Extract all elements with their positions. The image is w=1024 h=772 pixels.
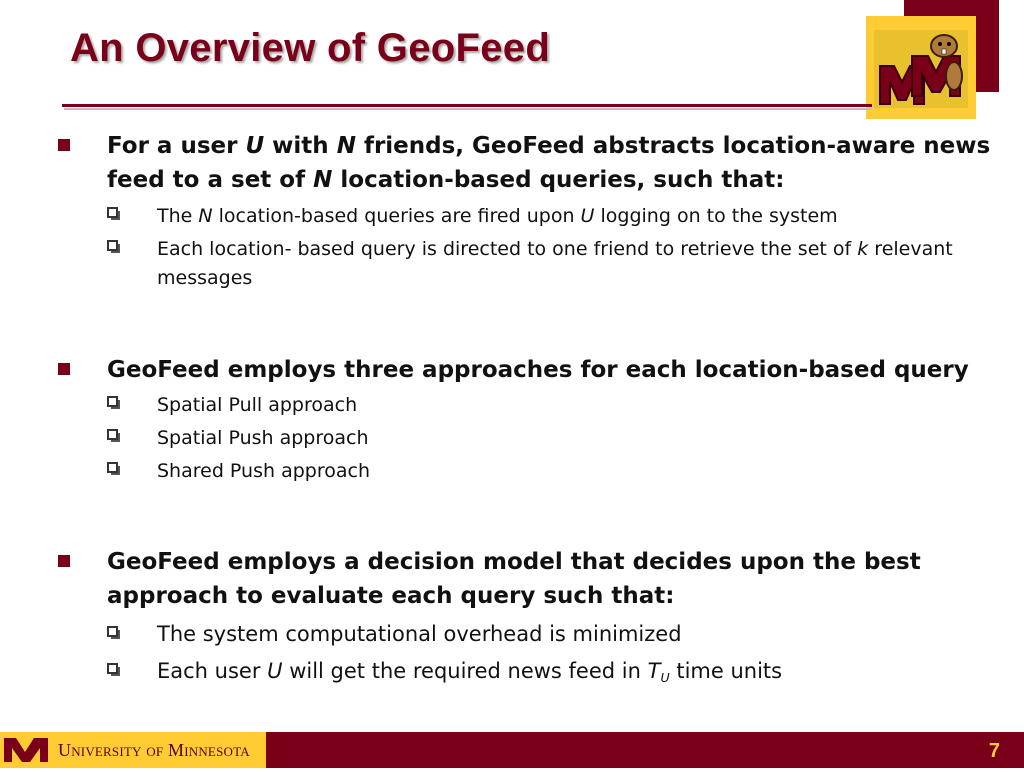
- sub-bullet-2-3-text: Shared Push approach: [157, 460, 370, 482]
- bullet-3: [58, 545, 998, 613]
- gopher-logo: [866, 16, 976, 119]
- sub-bullet-3-2-text: Each user U will get the required news feed in $T_U$ time units: [157, 659, 783, 685]
- sub-bullet-2-1-text: Spatial Pull approach: [157, 394, 358, 416]
- sub-bullet-3-1-text: The system computational overhead is minimized: [157, 622, 682, 646]
- square-bullet-icon: [58, 139, 70, 151]
- sub-bullet-2-2: [107, 424, 997, 453]
- checkbox-bullet-icon: [107, 429, 118, 440]
- sub-bullet-1-2: [107, 235, 997, 293]
- university-name: University of Minnesota: [58, 740, 250, 760]
- bullet-3-text: GeoFeed employs a decision model that decides upon the best approach to evaluate each query such that:: [107, 549, 921, 609]
- sub-bullet-1-1: [107, 202, 997, 231]
- slide-title: An Overview of GeoFeed: [70, 26, 551, 70]
- checkbox-bullet-icon: [107, 663, 118, 674]
- sub-bullet-2-2-text: Spatial Push approach: [157, 427, 369, 449]
- title-underline-shadow: [64, 108, 872, 110]
- sub-bullet-3-1: [107, 616, 997, 652]
- sub-bullet-3-2: [107, 653, 997, 696]
- corner-accent-gap: [999, 0, 1024, 92]
- bullet-1-text: For a user U with N friends, GeoFeed abstracts location-aware news feed to a set of N location-based queries, such that:: [107, 133, 991, 193]
- university-m-icon: [0, 732, 56, 768]
- bullet-2: [58, 353, 998, 387]
- checkbox-bullet-icon: [107, 240, 118, 251]
- page-number: 7: [988, 740, 1000, 762]
- checkbox-bullet-icon: [107, 396, 118, 407]
- sub-bullet-2-1: [107, 391, 997, 420]
- sub-bullet-2-3: [107, 457, 997, 486]
- square-bullet-icon: [58, 555, 70, 567]
- sub-bullet-1-2-text: Each location- based query is directed to one friend to retrieve the set of k relevant messages: [157, 238, 953, 289]
- square-bullet-icon: [58, 363, 70, 375]
- bullet-1: [58, 129, 998, 197]
- title-underline: [62, 104, 872, 107]
- sub-bullet-1-1-text: The N location-based queries are fired upon U logging on to the system: [157, 205, 838, 227]
- checkbox-bullet-icon: [107, 207, 118, 218]
- bullet-2-text: GeoFeed employs three approaches for each location-based query: [107, 357, 969, 383]
- checkbox-bullet-icon: [107, 626, 118, 637]
- checkbox-bullet-icon: [107, 462, 118, 473]
